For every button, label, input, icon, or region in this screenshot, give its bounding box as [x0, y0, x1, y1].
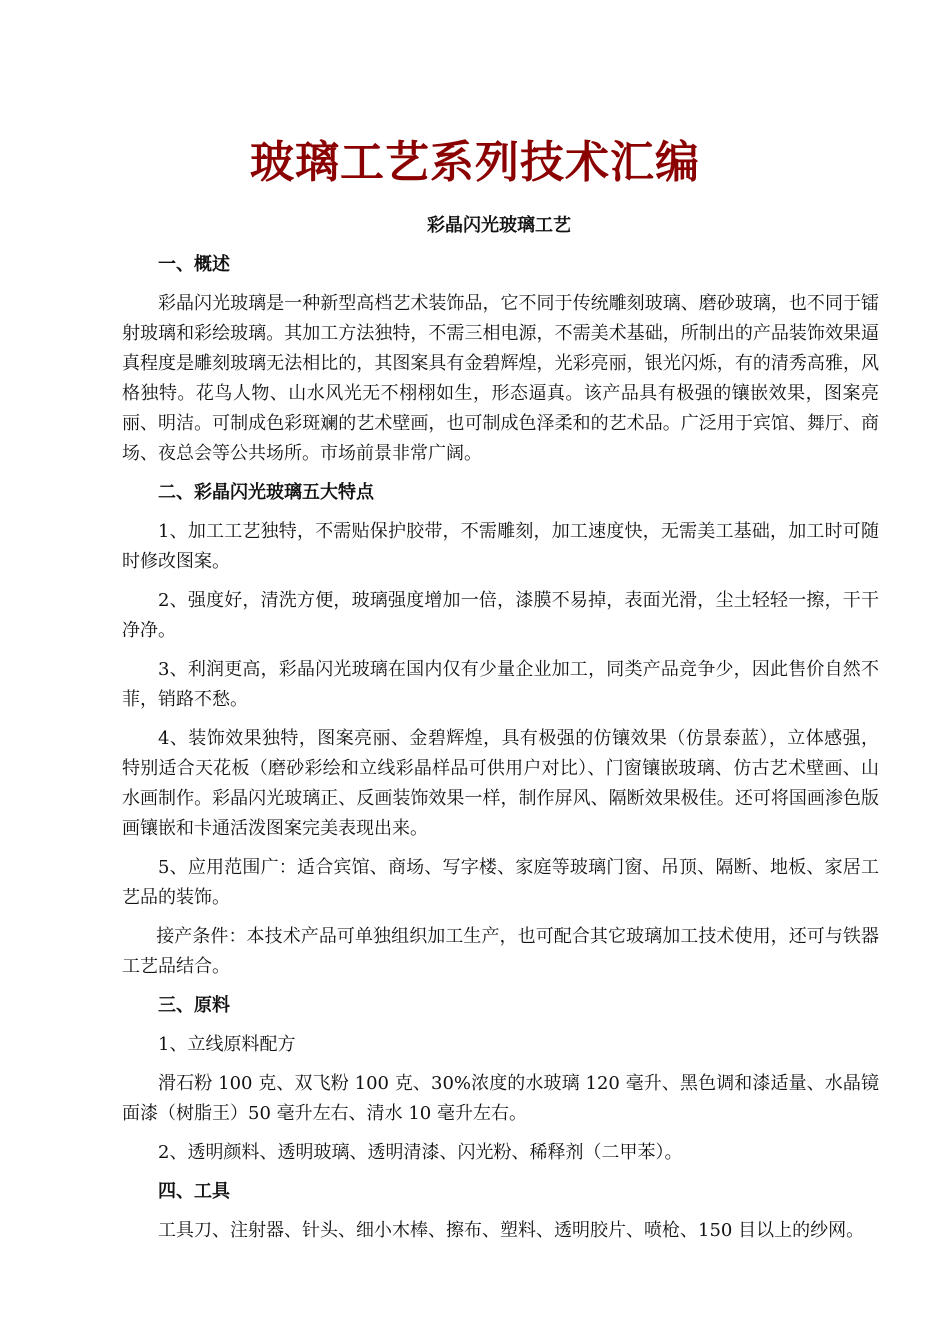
paragraph: 彩晶闪光玻璃是一种新型高档艺术装饰品，它不同于传统雕刻玻璃、磨砂玻璃，也不同于镭射玻璃和彩绘玻璃。其加工方法独特，不需三相电源，不需美术基础，所制出的产品装饰效果逼真程度是雕刻玻璃无法相比的，其图案具有金碧辉煌，光彩亮丽，银光闪烁，有的清秀高雅，风格独特。花鸟人物、山水风光无不栩栩如生，形态逼真。该产品具有极强的镶嵌效果，图案亮丽、明洁。可制成色彩斑斓的艺术壁画，也可制成色泽柔和的艺术品。广泛用于宾馆、舞厅、商场、夜总会等公共场所。市场前景非常广阔。 [122, 293, 879, 464]
paragraph: 滑石粉 100 克、双飞粉 100 克、30%浓度的水玻璃 120 毫升、黑色调和漆适量、水晶镜面漆（树脂王）50 毫升左右、清水 10 毫升左右。 [122, 1073, 879, 1124]
paragraph: 接产条件：本技术产品可单独组织加工生产，也可配合其它玻璃加工技术使用，还可与铁器工艺品结合。 [122, 926, 879, 977]
section-heading: 三、原料 [158, 995, 230, 1016]
paragraph: 3、利润更高，彩晶闪光玻璃在国内仅有少量企业加工，同类产品竞争少，因此售价自然不菲，销路不愁。 [122, 659, 879, 710]
paragraph: 4、装饰效果独特，图案亮丽、金碧辉煌，具有极强的仿镶效果（仿景泰蓝），立体感强，特别适合天花板（磨砂彩绘和立线彩晶样品可供用户对比）、门窗镶嵌玻璃、仿古艺术壁画、山水画制作。彩晶闪光玻璃正、反画装饰效果一样，制作屏风、隔断效果极佳。还可将国画渗色版画镶嵌和卡通活泼图案完美表现出来。 [122, 728, 879, 839]
section-title: 彩晶闪光玻璃工艺 [427, 215, 571, 236]
paragraph: 2、透明颜料、透明玻璃、透明清漆、闪光粉、稀释剂（二甲苯）。 [158, 1142, 683, 1163]
section-heading: 二、彩晶闪光玻璃五大特点 [158, 482, 374, 503]
document-title: 玻璃工艺系列技术汇编 [250, 137, 700, 189]
paragraph: 工具刀、注射器、针头、细小木棒、擦布、塑料、透明胶片、喷枪、150 目以上的纱网。 [158, 1220, 865, 1241]
paragraph: 2、强度好，清洗方便，玻璃强度增加一倍，漆膜不易掉，表面光滑，尘土轻轻一擦，干干净净。 [122, 590, 879, 641]
paragraph: 1、加工工艺独特，不需贴保护胶带，不需雕刻，加工速度快，无需美工基础，加工时可随时修改图案。 [122, 521, 879, 572]
paragraph: 1、立线原料配方 [158, 1034, 296, 1055]
section-heading: 一、概述 [158, 254, 230, 275]
section-heading: 四、工具 [158, 1181, 230, 1202]
document-body [122, 250, 879, 1255]
paragraph: 5、应用范围广：适合宾馆、商场、写字楼、家庭等玻璃门窗、吊顶、隔断、地板、家居工艺品的装饰。 [122, 857, 879, 908]
